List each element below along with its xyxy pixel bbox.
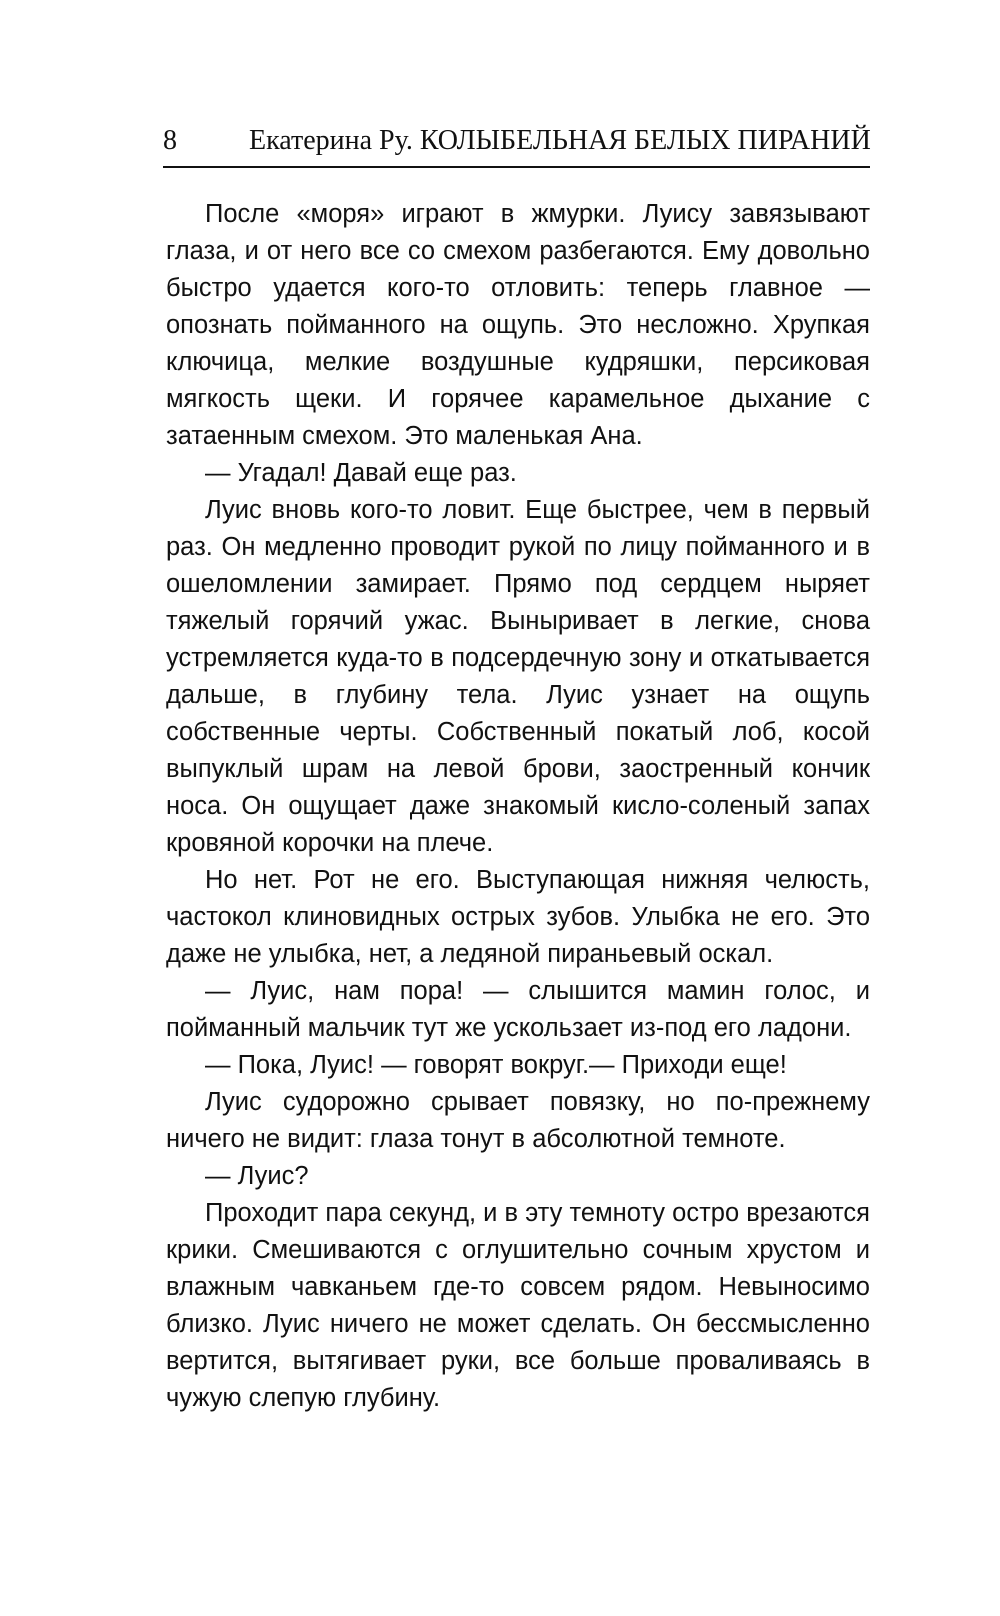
paragraph: — Луис, нам пора! — слышится мамин голос, и пойманный мальчик тут же ускользает из-под его ладони. [166, 977, 870, 1042]
paragraph: — Пока, Луис! — говорят вокруг.— Приходи еще! [205, 1051, 787, 1079]
paragraph: Но нет. Рот не его. Выступающая нижняя челюсть, частокол клиновидных острых зубов. Улыбка не его. Это даже не улыбка, нет, а ледяной пираньевый оскал. [166, 866, 870, 968]
header-rule [163, 166, 870, 168]
paragraph: Луис судорожно срывает повязку, но по-прежнему ничего не видит: глаза тонут в абсолютной темноте. [166, 1088, 870, 1153]
body-text [166, 196, 870, 1417]
running-head-title: Екатерина Ру. КОЛЫБЕЛЬНАЯ БЕЛЫХ ПИРАНИЙ [249, 125, 871, 156]
paragraph: Проходит пара секунд, и в эту темноту остро врезаются крики. Смешиваются с оглушительно сочным хрустом и влажным чавканьем где-то совсем рядом. Невыносимо близко. Луис ничего не может сделать. Он бессмысленно вертится, вытягивает руки, все больше проваливаясь в чужую слепую глубину. [166, 1199, 870, 1412]
page-number: 8 [163, 125, 177, 156]
paragraph: Луис вновь кого-то ловит. Еще быстрее, чем в первый раз. Он медленно проводит рукой по лицу пойманного и в ошеломлении замирает. Прямо под сердцем ныряет тяжелый горячий ужас. Выныривает в легкие, снова устремляется куда-то в подсердечную зону и откатывается дальше, в глубину тела. Луис узнает на ощупь собственные черты. Собственный покатый лоб, косой выпуклый шрам на левой брови, заостренный кончик носа. Он ощущает даже знакомый кисло-соленый запах кровяной корочки на плече. [166, 496, 870, 857]
paragraph: — Угадал! Давай еще раз. [205, 459, 517, 487]
paragraph: После «моря» играют в жмурки. Луису завязывают глаза, и от него все со смехом разбегаются. Ему довольно быстро удается кого-то отловить: теперь главное — опознать пойманного на ощупь. Это несложно. Хрупкая ключица, мелкие воздушные кудряшки, персиковая мягкость щеки. И горячее карамельное дыхание с затаенным смехом. Это маленькая Ана. [166, 200, 870, 450]
running-header [163, 118, 870, 170]
paragraph: — Луис? [205, 1162, 309, 1190]
